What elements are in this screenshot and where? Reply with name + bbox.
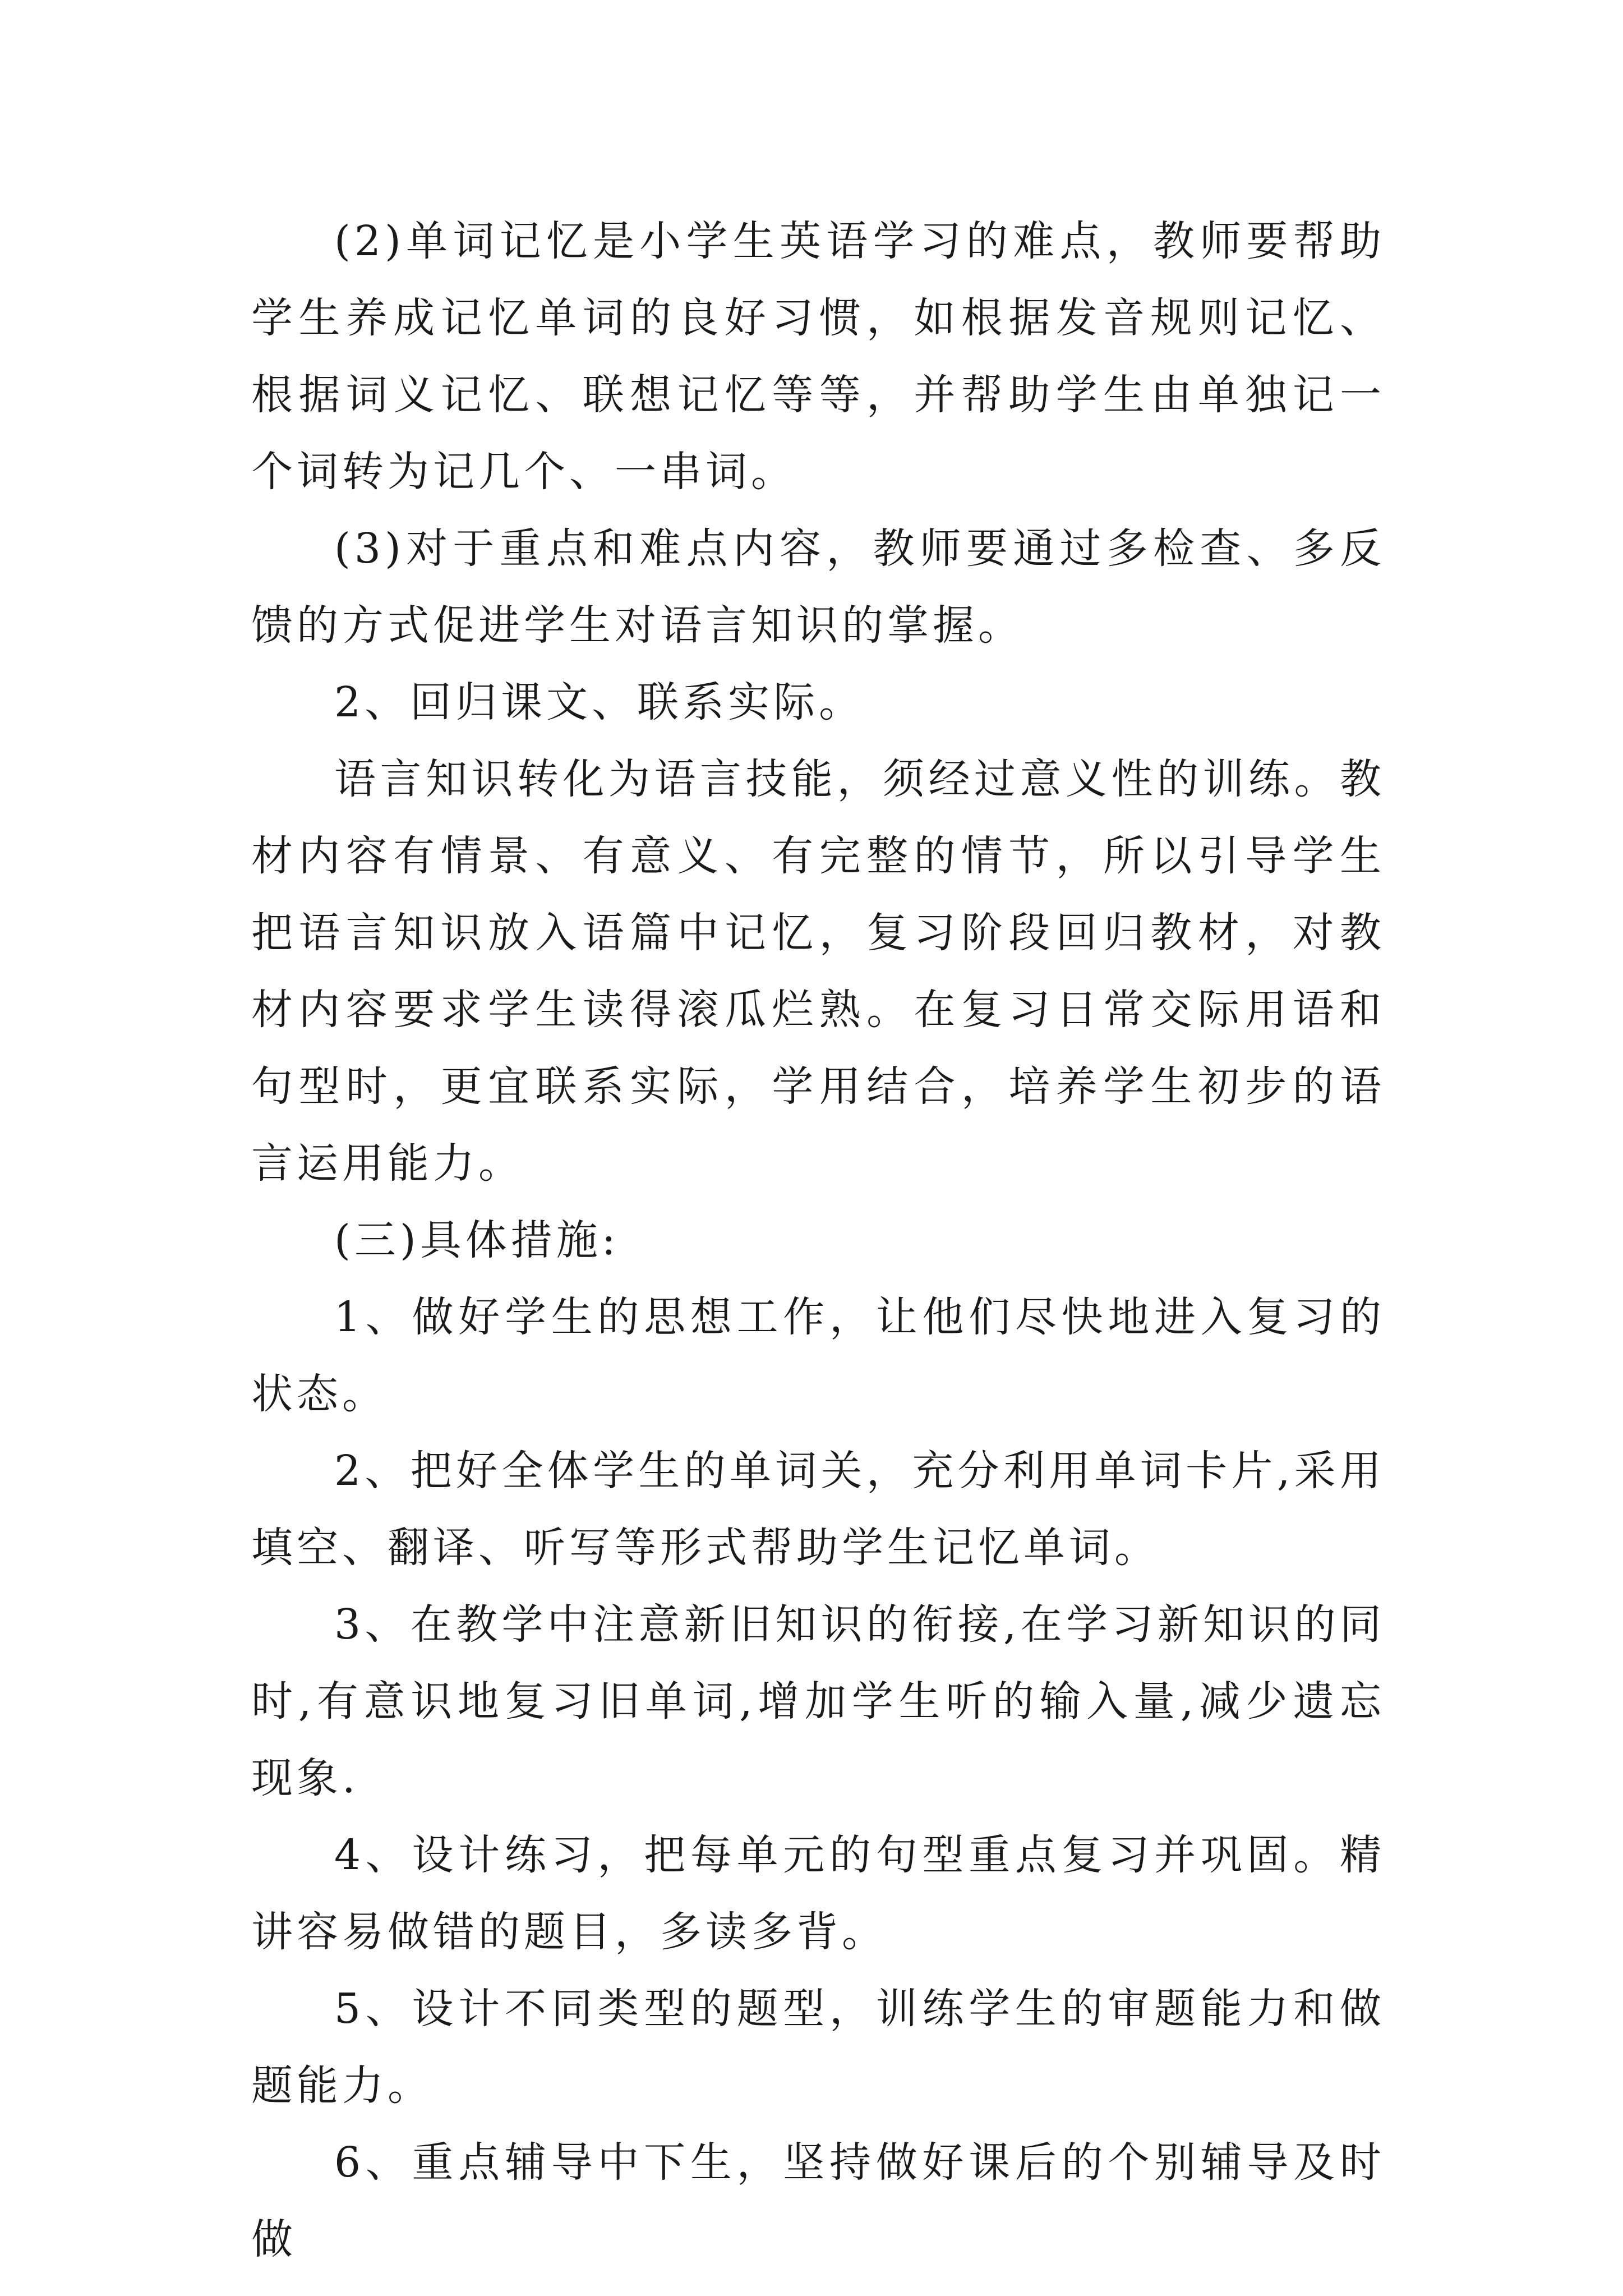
- measure-item-5: 5、设计不同类型的题型，训练学生的审题能力和做题能力。: [251, 1985, 1385, 2110]
- measure-item-6: 6、重点辅导中下生，坚持做好课后的个别辅导及时做: [251, 2138, 1385, 2263]
- paragraph-word-memory: (2)单词记忆是小学生英语学习的难点，教师要帮助学生养成记忆单词的良好习惯，如根据发音规则记忆、根据词义记忆、联想记忆等等，并帮助学生由单独记一个词转为记几个、一串词。: [251, 217, 1385, 496]
- measure-item-2: 2、把好全体学生的单词关，充分利用单词卡片,采用填空、翻译、听写等形式帮助学生记忆单词。: [251, 1447, 1385, 1572]
- measure-item-4: 4、设计练习，把每单元的句型重点复习并巩固。精讲容易做错的题目，多读多背。: [251, 1831, 1385, 1956]
- document-body: [251, 203, 1385, 2278]
- paragraph-key-difficult-content: (3)对于重点和难点内容，教师要通过多检查、多反馈的方式促进学生对语言知识的掌握。: [251, 524, 1385, 650]
- measure-item-1: 1、做好学生的思想工作，让他们尽快地进入复习的状态。: [251, 1293, 1385, 1418]
- paragraph-language-skills: 语言知识转化为语言技能，须经过意义性的训练。教材内容有情景、有意义、有完整的情节，所以引导学生把语言知识放入语篇中记忆，复习阶段回归教材，对教材内容要求学生读得滚瓜烂熟。在复习日常交际用语和句型时，更宜联系实际，学用结合，培养学生初步的语言运用能力。: [251, 755, 1385, 1188]
- paragraph-return-to-text-heading: 2、回归课文、联系实际。: [334, 678, 865, 726]
- section-heading-specific-measures: (三)具体措施:: [334, 1216, 620, 1264]
- measure-item-3: 3、在教学中注意新旧知识的衔接,在学习新知识的同时,有意识地复习旧单词,增加学生听的输入量,减少遗忘现象.: [251, 1600, 1385, 1802]
